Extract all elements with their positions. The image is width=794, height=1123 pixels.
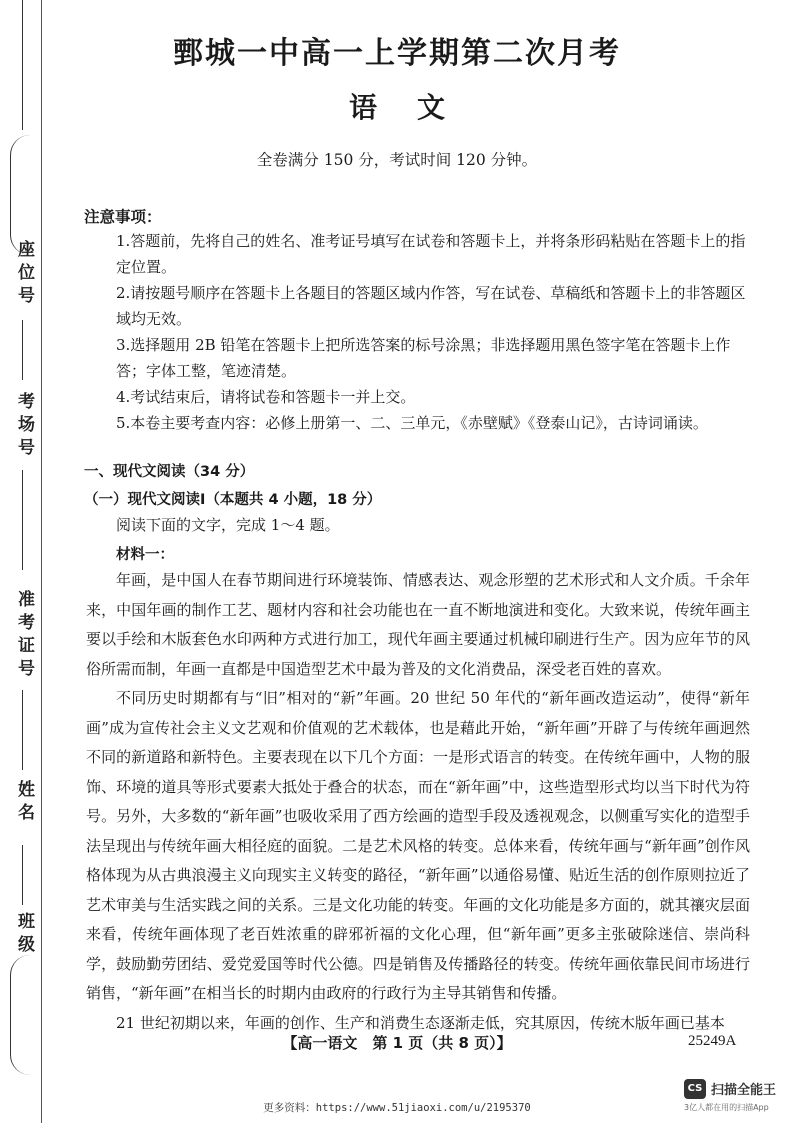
- section-heading: 一、现代文阅读（34 分）: [84, 464, 255, 480]
- notice-item: 1.答题前，先将自己的姓名、准考证号填写在试卷和答题卡上，并将条形码粘贴在答题卡上的指定位置。: [116, 232, 746, 276]
- binding-rule: [22, 690, 23, 770]
- notice-item: 2.请按题号顺序在答题卡上各题目的答题区域内作答，写在试卷、草稿纸和答题卡上的非答题区域均无效。: [116, 284, 746, 328]
- exam-title: 鄄城一中高一上学期第二次月考: [173, 36, 621, 71]
- paragraph: 不同历史时期都有与“旧”相对的“新”年画。20 世纪 50 年代的“新年画改造运动”，使得“新年画”成为宣传社会主义文艺观和价值观的艺术载体，也是藉此开始，“新年画”开辟了与传统年画迥然不同的新道路和新特色。主要表现在以下几个方面：一是形式语言的转变。在传统年画中，人物的服饰、环境的道具等形式要素大抵处于叠合的状态，而在“新年画”中，这些造型形式均以当下时代为符号。另外，大多数的“新年画”也吸收采用了西方绘画的造型手段及透视观念，以侧重写实化的造型手法呈现出与传统年画大相径庭的面貌。二是艺术风格的转变。总体来看，传统年画与“新年画”创作风格体现为从古典浪漫主义向现实主义转变的路径，“新年画”以通俗易懂、贴近生活的创作原则拉近了艺术审美与生活实践之间的关系。三是文化功能的转变。年画的文化功能是多方面的，就其禳灾层面来看，传统年画体现了老百姓浓重的辟邪祈福的文化心理，但“新年画”更多主张破除迷信、崇尚科学，鼓励勤劳团结、爱党爱国等时代公德。四是销售及传播路径的转变。传统年画依靠民间市场进行销售，“新年画”在相当长的时期内由政府的行政行为主导其销售和传播。: [86, 689, 750, 1002]
- notice-title: 注意事项：: [84, 208, 162, 226]
- paragraph: 21 世纪初期以来，年画的创作、生产和消费生态逐渐走低，究其原因，传统木版年画已基本: [116, 1013, 725, 1032]
- score-line: 全卷满分 150 分，考试时间 120 分钟。: [256, 151, 538, 169]
- binding-rule: [22, 470, 23, 570]
- scanner-subtitle: 3亿人都在用的扫描App: [684, 1103, 769, 1112]
- scanner-name: 扫描全能王: [711, 1083, 777, 1098]
- binding-curve: [10, 955, 33, 1075]
- name-label: 姓名: [14, 780, 34, 826]
- class-label: 班级: [14, 912, 34, 958]
- article-body: [86, 566, 750, 1038]
- notice-list: [116, 228, 756, 436]
- instruction-text: 阅读下面的文字，完成 1～4 题。: [116, 516, 340, 534]
- more-info-link[interactable]: 更多资料：https://www.51jiaoxi.com/u/2195370: [263, 1102, 531, 1114]
- notice-item: 5.本卷主要考查内容：必修上册第一、二、三单元，《赤壁赋》《登泰山记》，古诗词诵读。: [116, 414, 708, 432]
- subject-title: 语文: [348, 91, 485, 124]
- subsection-heading: （一）现代文阅读Ⅰ（本题共 4 小题，18 分）: [84, 492, 382, 508]
- notice-item: 4.考试结束后，请将试卷和答题卡一并上交。: [116, 388, 416, 406]
- page-footer: 【高一语文 第 1 页（共 8 页）】: [282, 1034, 512, 1052]
- seat-number-label: 座位号: [14, 240, 34, 309]
- paragraph: 年画，是中国人在春节期间进行环境装饰、情感表达、观念形塑的艺术形式和人文介质。千余年来，中国年画的制作工艺、题材内容和社会功能也在一直不断地演进和变化。大致来说，传统年画主要以手绘和木版套色水印两种方式进行加工，现代年画主要通过机械印刷进行生产。因为应年节的风俗所需而制，年画一直都是中国造型艺术中最为普及的文化消费品，深受老百姓的喜欢。: [86, 571, 750, 678]
- admission-number-label: 准考证号: [14, 590, 34, 682]
- paper-code: 25249A: [688, 1033, 737, 1049]
- exam-room-label: 考场号: [14, 392, 34, 461]
- scanner-badge: [684, 1075, 794, 1115]
- binding-rule: [22, 845, 23, 905]
- binding-rule: [22, 320, 23, 380]
- notice-item: 3.选择题用 2B 铅笔在答题卡上把所选答案的标号涂黑；非选择题用黑色签字笔在答题卡上作答；字体工整，笔迹清楚。: [116, 336, 731, 380]
- material-label: 材料一：: [116, 547, 174, 563]
- camscanner-icon: CS: [684, 1079, 706, 1099]
